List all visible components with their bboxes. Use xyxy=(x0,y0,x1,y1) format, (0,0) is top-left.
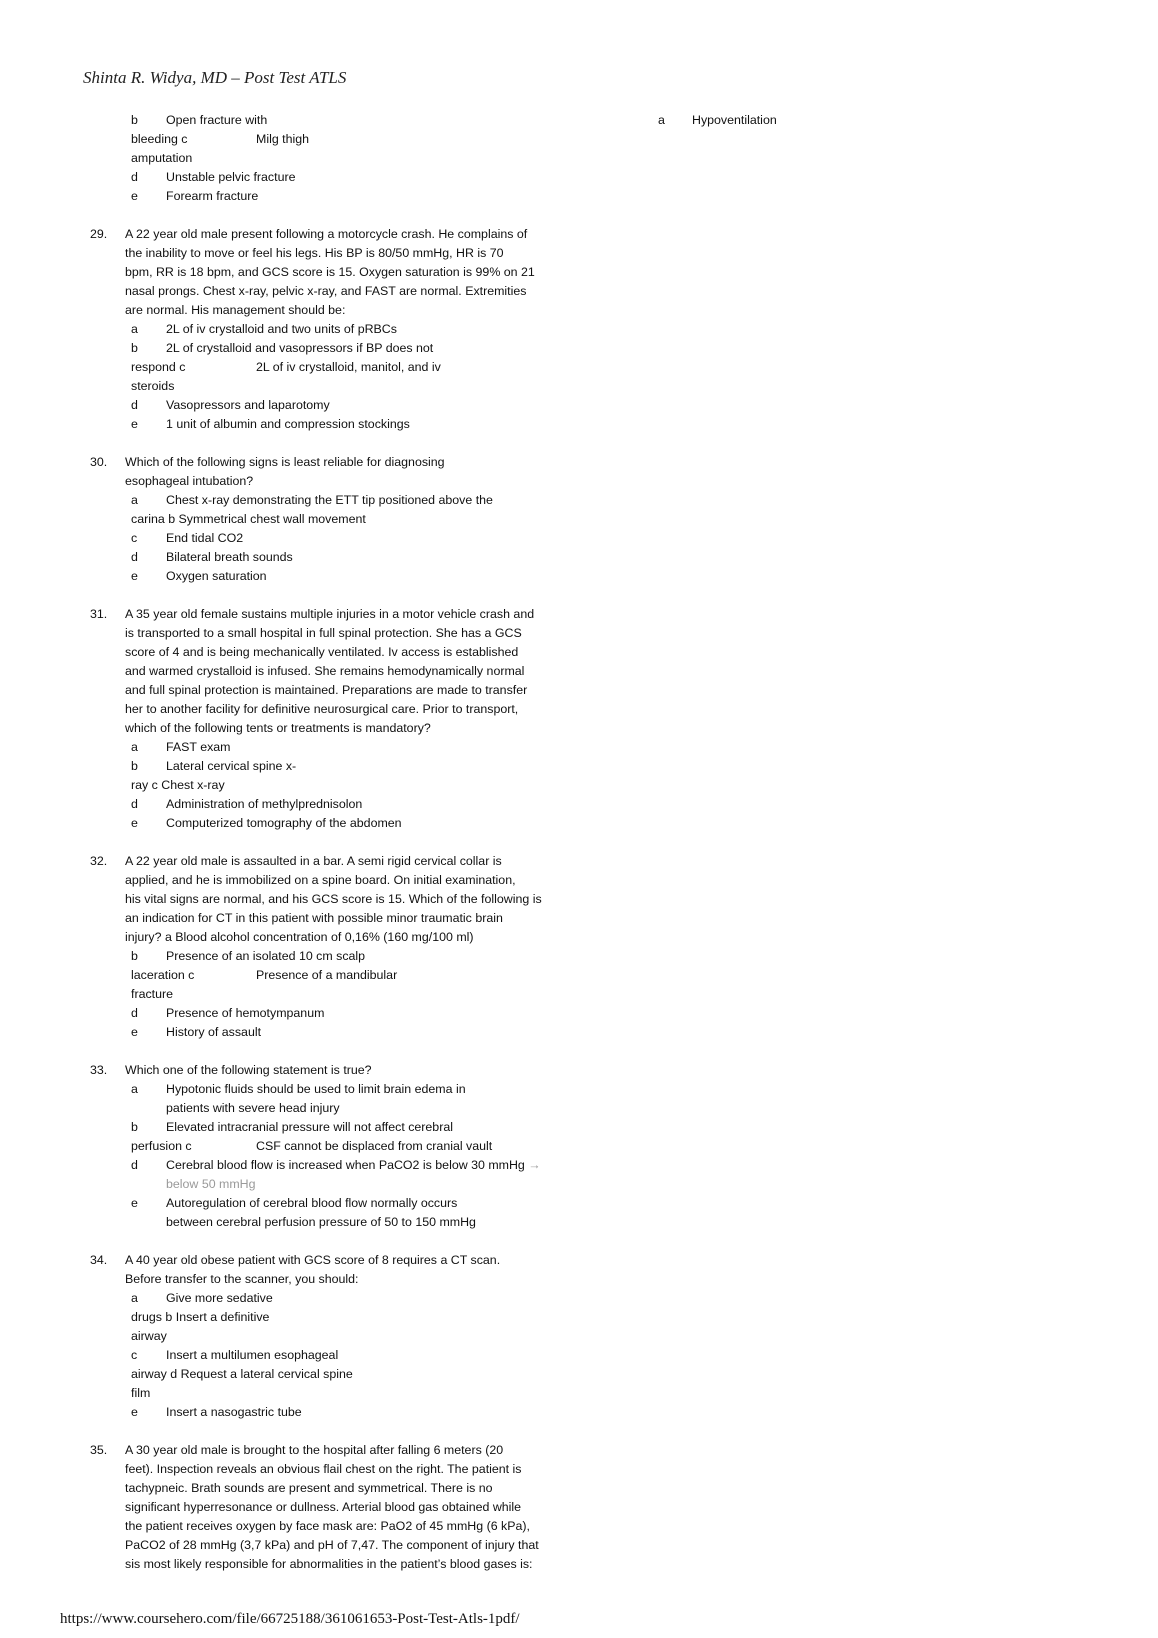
question-stem xyxy=(88,453,648,491)
option-text: Bilateral breath sounds xyxy=(166,550,293,564)
option-wrap-line xyxy=(88,776,648,795)
option-text: Elevated intracranial pressure will not affect cerebral xyxy=(166,1120,453,1134)
stem-line: applied, and he is immobilized on a spine board. On initial examination, xyxy=(125,873,516,887)
option-text: Chest x-ray demonstrating the ETT tip positioned above the xyxy=(166,493,493,507)
option-letter: e xyxy=(131,1405,138,1419)
question-number: 34. xyxy=(90,1253,108,1267)
stem-line: sis most likely responsible for abnormalities in the patient’s blood gases is: xyxy=(125,1557,533,1571)
option-wrap-text: amputation xyxy=(131,151,193,165)
option-wrap-line xyxy=(88,510,648,529)
question-number: 32. xyxy=(90,854,108,868)
option-d xyxy=(88,396,648,415)
option-text: between cerebral perfusion pressure of 50 to 150 mmHg xyxy=(166,1215,476,1229)
question-34 xyxy=(88,1251,648,1422)
option-letter: a xyxy=(131,1291,138,1305)
question-stem xyxy=(88,1061,648,1080)
left-column xyxy=(88,111,648,1574)
stem-line: the patient receives oxygen by face mask are: PaO2 of 45 mmHg (6 kPa), xyxy=(125,1519,530,1533)
option-text: Computerized tomography of the abdomen xyxy=(166,816,402,830)
option-text: End tidal CO2 xyxy=(166,531,244,545)
option-wrap-text: perfusion c xyxy=(131,1139,192,1153)
option-text: Autoregulation of cerebral blood flow normally occurs xyxy=(166,1196,458,1210)
option-text: 1 unit of albumin and compression stockings xyxy=(166,417,410,431)
option-text: Presence of an isolated 10 cm scalp xyxy=(166,949,366,963)
question-29 xyxy=(88,225,648,434)
option-d xyxy=(88,1156,648,1175)
option-letter: b xyxy=(131,759,138,773)
option-wrap-text: laceration c xyxy=(131,968,195,982)
option-text: Administration of methylprednisolon xyxy=(166,797,363,811)
option-letter: b xyxy=(131,113,138,127)
stem-line: A 22 year old male is assaulted in a bar. A semi rigid cervical collar is xyxy=(125,854,502,868)
question-32 xyxy=(88,852,648,1042)
option-a xyxy=(88,1080,648,1099)
option-e xyxy=(88,415,648,434)
option-letter: b xyxy=(131,341,138,355)
stem-line: and full spinal protection is maintained. Preparations are made to transfer xyxy=(125,683,528,697)
stem-line: and warmed crystalloid is infused. She remains hemodynamically normal xyxy=(125,664,525,678)
option-letter: e xyxy=(131,189,138,203)
option-wrap-text: film xyxy=(131,1386,151,1400)
stem-line: the inability to move or feel his legs. His BP is 80/50 mmHg, HR is 70 xyxy=(125,246,504,260)
option-e xyxy=(88,567,648,586)
question-stem xyxy=(88,225,648,320)
question-28-options xyxy=(88,111,648,206)
option-letter: b xyxy=(131,949,138,963)
option-letter: a xyxy=(131,493,138,507)
option-letter: e xyxy=(131,1196,138,1210)
option-wrap-line xyxy=(88,1365,648,1384)
question-stem xyxy=(88,1251,648,1289)
option-e xyxy=(88,187,648,206)
stem-line: is transported to a small hospital in full spinal protection. She has a GCS xyxy=(125,626,522,640)
question-30 xyxy=(88,453,648,586)
option-letter: b xyxy=(131,1120,138,1134)
option-d xyxy=(88,168,648,187)
option-a xyxy=(88,320,648,339)
option-wrap-line xyxy=(88,985,648,1004)
option-wrap-text: bleeding c xyxy=(131,132,188,146)
option-wrap-text: airway d Request a lateral cervical spine xyxy=(131,1367,353,1381)
option-b xyxy=(88,1118,648,1137)
option-text: FAST exam xyxy=(166,740,231,754)
option-letter: a xyxy=(131,1082,138,1096)
option-d xyxy=(88,795,648,814)
option-letter: a xyxy=(131,322,138,336)
footer-source-url: https://www.coursehero.com/file/66725188/361061653-Post-Test-Atls-1pdf/ xyxy=(60,1611,520,1627)
stem-line: A 40 year old obese patient with GCS score of 8 requires a CT scan. xyxy=(125,1253,501,1267)
stem-line: his vital signs are normal, and his GCS score is 15. Which of the following is xyxy=(125,892,542,906)
question-stem xyxy=(88,605,648,738)
option-letter: d xyxy=(131,398,138,412)
option-wrap-text: ray c Chest x-ray xyxy=(131,778,225,792)
stem-line: are normal. His management should be: xyxy=(125,303,346,317)
option-letter: e xyxy=(131,569,138,583)
stem-line: feet). Inspection reveals an obvious flail chest on the right. The patient is xyxy=(125,1462,522,1476)
option-text: Insert a nasogastric tube xyxy=(166,1405,302,1419)
stem-line: nasal prongs. Chest x-ray, pelvic x-ray, and FAST are normal. Extremities xyxy=(125,284,527,298)
stem-line: tachypneic. Brath sounds are present and symmetrical. There is no xyxy=(125,1481,493,1495)
stem-line: an indication for CT in this patient with possible minor traumatic brain xyxy=(125,911,503,925)
option-wrap-text: steroids xyxy=(131,379,175,393)
option-letter: a xyxy=(131,740,138,754)
option-b xyxy=(88,757,648,776)
option-c-text: CSF cannot be displaced from cranial vault xyxy=(256,1139,493,1153)
question-stem xyxy=(88,852,648,947)
stem-line: which of the following tents or treatments is mandatory? xyxy=(125,721,431,735)
option-continuation xyxy=(88,1213,648,1232)
option-letter: e xyxy=(131,417,138,431)
question-stem xyxy=(88,1441,648,1574)
page-header-title: Shinta R. Widya, MD – Post Test ATLS xyxy=(83,68,347,87)
stem-line: Which of the following signs is least reliable for diagnosing xyxy=(125,455,445,469)
option-wrap-text: drugs b Insert a definitive xyxy=(131,1310,270,1324)
option-letter: d xyxy=(131,1006,138,1020)
option-wrap-text: fracture xyxy=(131,987,174,1001)
option-e xyxy=(88,1023,648,1042)
option-text: Hypoventilation xyxy=(692,113,777,127)
stem-line: A 35 year old female sustains multiple injuries in a motor vehicle crash and xyxy=(125,607,535,621)
annotation-note: below 50 mmHg xyxy=(166,1177,256,1191)
option-text: Vasopressors and laparotomy xyxy=(166,398,330,412)
option-d-text: Cerebral blood flow is increased when PaCO2 is below 30 mmHg xyxy=(166,1158,525,1172)
option-text xyxy=(166,1156,541,1175)
option-wrap-line xyxy=(88,130,648,149)
option-text: Insert a multilumen esophageal xyxy=(166,1348,339,1362)
option-wrap-line xyxy=(88,1137,648,1156)
stem-line: score of 4 and is being mechanically ventilated. Iv access is established xyxy=(125,645,519,659)
option-wrap-line xyxy=(88,377,648,396)
option-e xyxy=(88,1403,648,1422)
question-number: 33. xyxy=(90,1063,108,1077)
option-annotation xyxy=(88,1175,648,1194)
option-wrap-line xyxy=(88,149,648,168)
option-text: Oxygen saturation xyxy=(166,569,267,583)
option-a-hypoventilation xyxy=(658,111,1058,130)
stem-line: injury? a Blood alcohol concentration of 0,16% (160 mg/100 ml) xyxy=(125,930,474,944)
option-b xyxy=(88,947,648,966)
stem-line: Before transfer to the scanner, you should: xyxy=(125,1272,359,1286)
question-33 xyxy=(88,1061,648,1232)
option-wrap-line xyxy=(88,1384,648,1403)
right-column xyxy=(658,111,1058,130)
option-letter: e xyxy=(131,1025,138,1039)
option-letter: d xyxy=(131,170,138,184)
stem-line: esophageal intubation? xyxy=(125,474,254,488)
option-c-text: 2L of iv crystalloid, manitol, and iv xyxy=(256,360,441,374)
option-d xyxy=(88,548,648,567)
option-wrap-text: carina b Symmetrical chest wall movement xyxy=(131,512,366,526)
question-number: 29. xyxy=(90,227,108,241)
option-a xyxy=(88,738,648,757)
option-c-text: Milg thigh xyxy=(256,132,310,146)
option-text: Unstable pelvic fracture xyxy=(166,170,296,184)
option-wrap-line xyxy=(88,358,648,377)
option-b xyxy=(88,111,648,130)
option-b xyxy=(88,339,648,358)
stem-line: bpm, RR is 18 bpm, and GCS score is 15. Oxygen saturation is 99% on 21 xyxy=(125,265,535,279)
stem-line: her to another facility for definitive neurosurgical care. Prior to transport, xyxy=(125,702,519,716)
stem-line: significant hyperresonance or dullness. Arterial blood gas obtained while xyxy=(125,1500,522,1514)
stem-line: Which one of the following statement is true? xyxy=(125,1063,372,1077)
option-text: Open fracture with xyxy=(166,113,268,127)
option-text: Give more sedative xyxy=(166,1291,273,1305)
option-letter: c xyxy=(131,531,138,545)
option-text: patients with severe head injury xyxy=(166,1101,340,1115)
option-continuation xyxy=(88,1099,648,1118)
option-e xyxy=(88,814,648,833)
option-text: 2L of iv crystalloid and two units of pRBCs xyxy=(166,322,397,336)
question-35 xyxy=(88,1441,648,1574)
question-number: 35. xyxy=(90,1443,108,1457)
option-text: Forearm fracture xyxy=(166,189,259,203)
option-wrap-line xyxy=(88,1308,648,1327)
option-letter: d xyxy=(131,1158,138,1172)
option-text: Presence of hemotympanum xyxy=(166,1006,325,1020)
option-letter: e xyxy=(131,816,138,830)
option-text: Lateral cervical spine x- xyxy=(166,759,297,773)
option-wrap-line xyxy=(88,966,648,985)
option-letter: c xyxy=(131,1348,138,1362)
arrow-right-icon: → xyxy=(528,1158,541,1172)
question-number: 30. xyxy=(90,455,108,469)
option-a xyxy=(88,491,648,510)
stem-line: A 30 year old male is brought to the hospital after falling 6 meters (20 xyxy=(125,1443,504,1457)
option-wrap-text: respond c xyxy=(131,360,186,374)
option-text: History of assault xyxy=(166,1025,262,1039)
question-number: 31. xyxy=(90,607,108,621)
stem-line: PaCO2 of 28 mmHg (3,7 kPa) and pH of 7,47. The component of injury that xyxy=(125,1538,539,1552)
option-text: 2L of crystalloid and vasopressors if BP does not xyxy=(166,341,434,355)
option-letter: d xyxy=(131,550,138,564)
option-c xyxy=(88,529,648,548)
option-a xyxy=(88,1289,648,1308)
option-c xyxy=(88,1346,648,1365)
option-wrap-text: airway xyxy=(131,1329,167,1343)
option-letter: a xyxy=(658,113,665,127)
stem-line: A 22 year old male present following a motorcycle crash. He complains of xyxy=(125,227,528,241)
option-letter: d xyxy=(131,797,138,811)
option-e xyxy=(88,1194,648,1213)
option-text: Hypotonic fluids should be used to limit brain edema in xyxy=(166,1082,466,1096)
question-31 xyxy=(88,605,648,833)
option-d xyxy=(88,1004,648,1023)
option-wrap-line xyxy=(88,1327,648,1346)
option-c-text: Presence of a mandibular xyxy=(256,968,398,982)
